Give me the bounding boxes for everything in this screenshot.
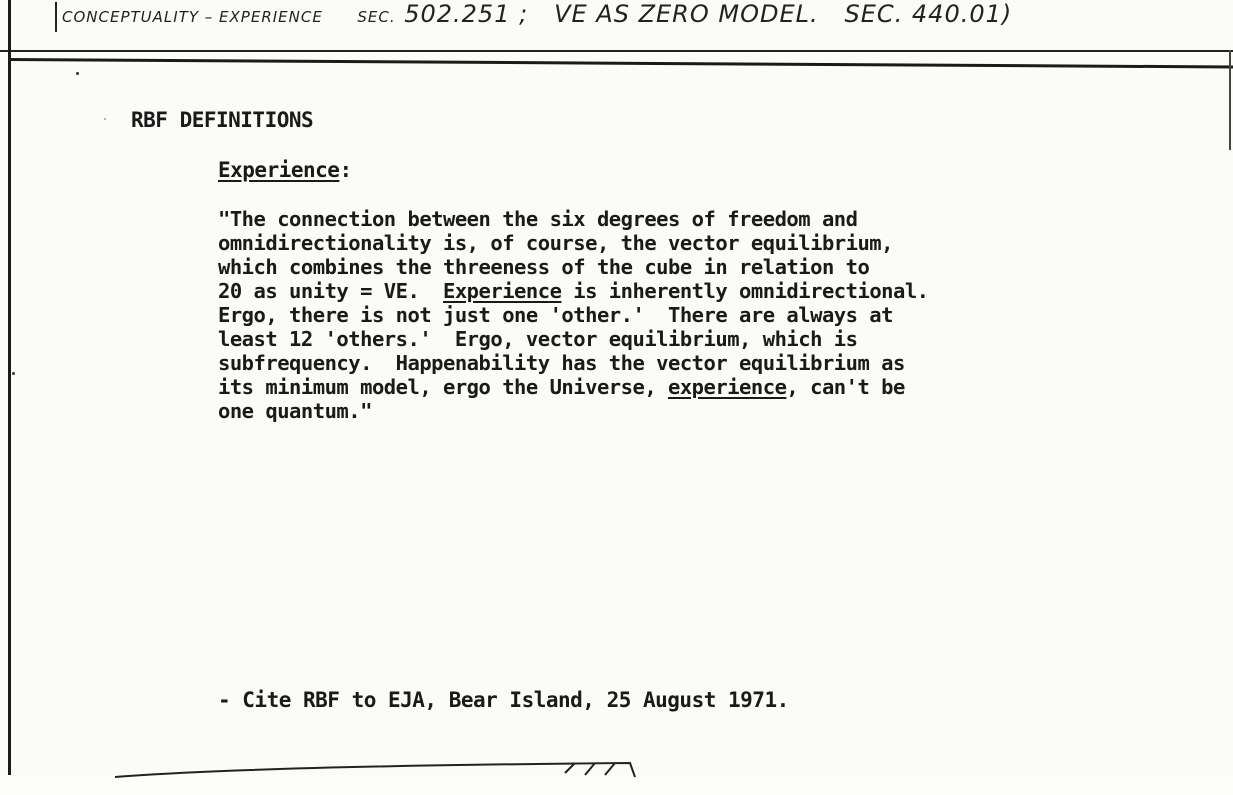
left-edge-rule bbox=[8, 0, 11, 775]
bottom-handwriting-fragment bbox=[95, 755, 640, 795]
underlined-term: Experience bbox=[443, 279, 562, 303]
quote-line: "The connection between the six degrees of freedom and bbox=[218, 207, 858, 231]
term-label: Experience bbox=[218, 158, 340, 182]
term-heading bbox=[218, 158, 352, 182]
quote-line: omnidirectionality is, of course, the vector equilibrium, bbox=[218, 231, 893, 255]
handwritten-note: CONCEPTUALITY – EXPERIENCE SEC. 502.251 ; VE AS ZERO MODEL. SEC. 440.01) bbox=[62, 0, 1013, 28]
quote-line-with-underline: 20 as unity = VE. Experience is inherently omnidirectional. bbox=[218, 279, 929, 303]
quote-line: one quantum." bbox=[218, 399, 372, 423]
paper-speck bbox=[12, 372, 15, 375]
quote-line: subfrequency. Happenability has the vector equilibrium as bbox=[218, 351, 905, 375]
card-top-rule bbox=[8, 58, 1233, 68]
citation: - Cite RBF to EJA, Bear Island, 25 August 1971. bbox=[218, 688, 789, 712]
paper-speck bbox=[76, 72, 79, 75]
term-colon: : bbox=[339, 158, 352, 182]
section-title: RBF DEFINITIONS bbox=[131, 108, 314, 132]
handwritten-header bbox=[0, 0, 1233, 52]
underlined-term: experience bbox=[668, 375, 787, 399]
quote-line-with-underline: its minimum model, ergo the Universe, experience, can't be bbox=[218, 375, 905, 399]
paper-speck bbox=[104, 118, 106, 120]
header-bracket bbox=[55, 2, 57, 32]
quote-line: least 12 'others.' Ergo, vector equilibrium, which is bbox=[218, 327, 858, 351]
quote-line: Ergo, there is not just one 'other.' There are always at bbox=[218, 303, 893, 327]
quote-line: which combines the threeness of the cube in relation to bbox=[218, 255, 870, 279]
definition-quote bbox=[218, 207, 929, 423]
right-edge-rule bbox=[1229, 50, 1231, 150]
